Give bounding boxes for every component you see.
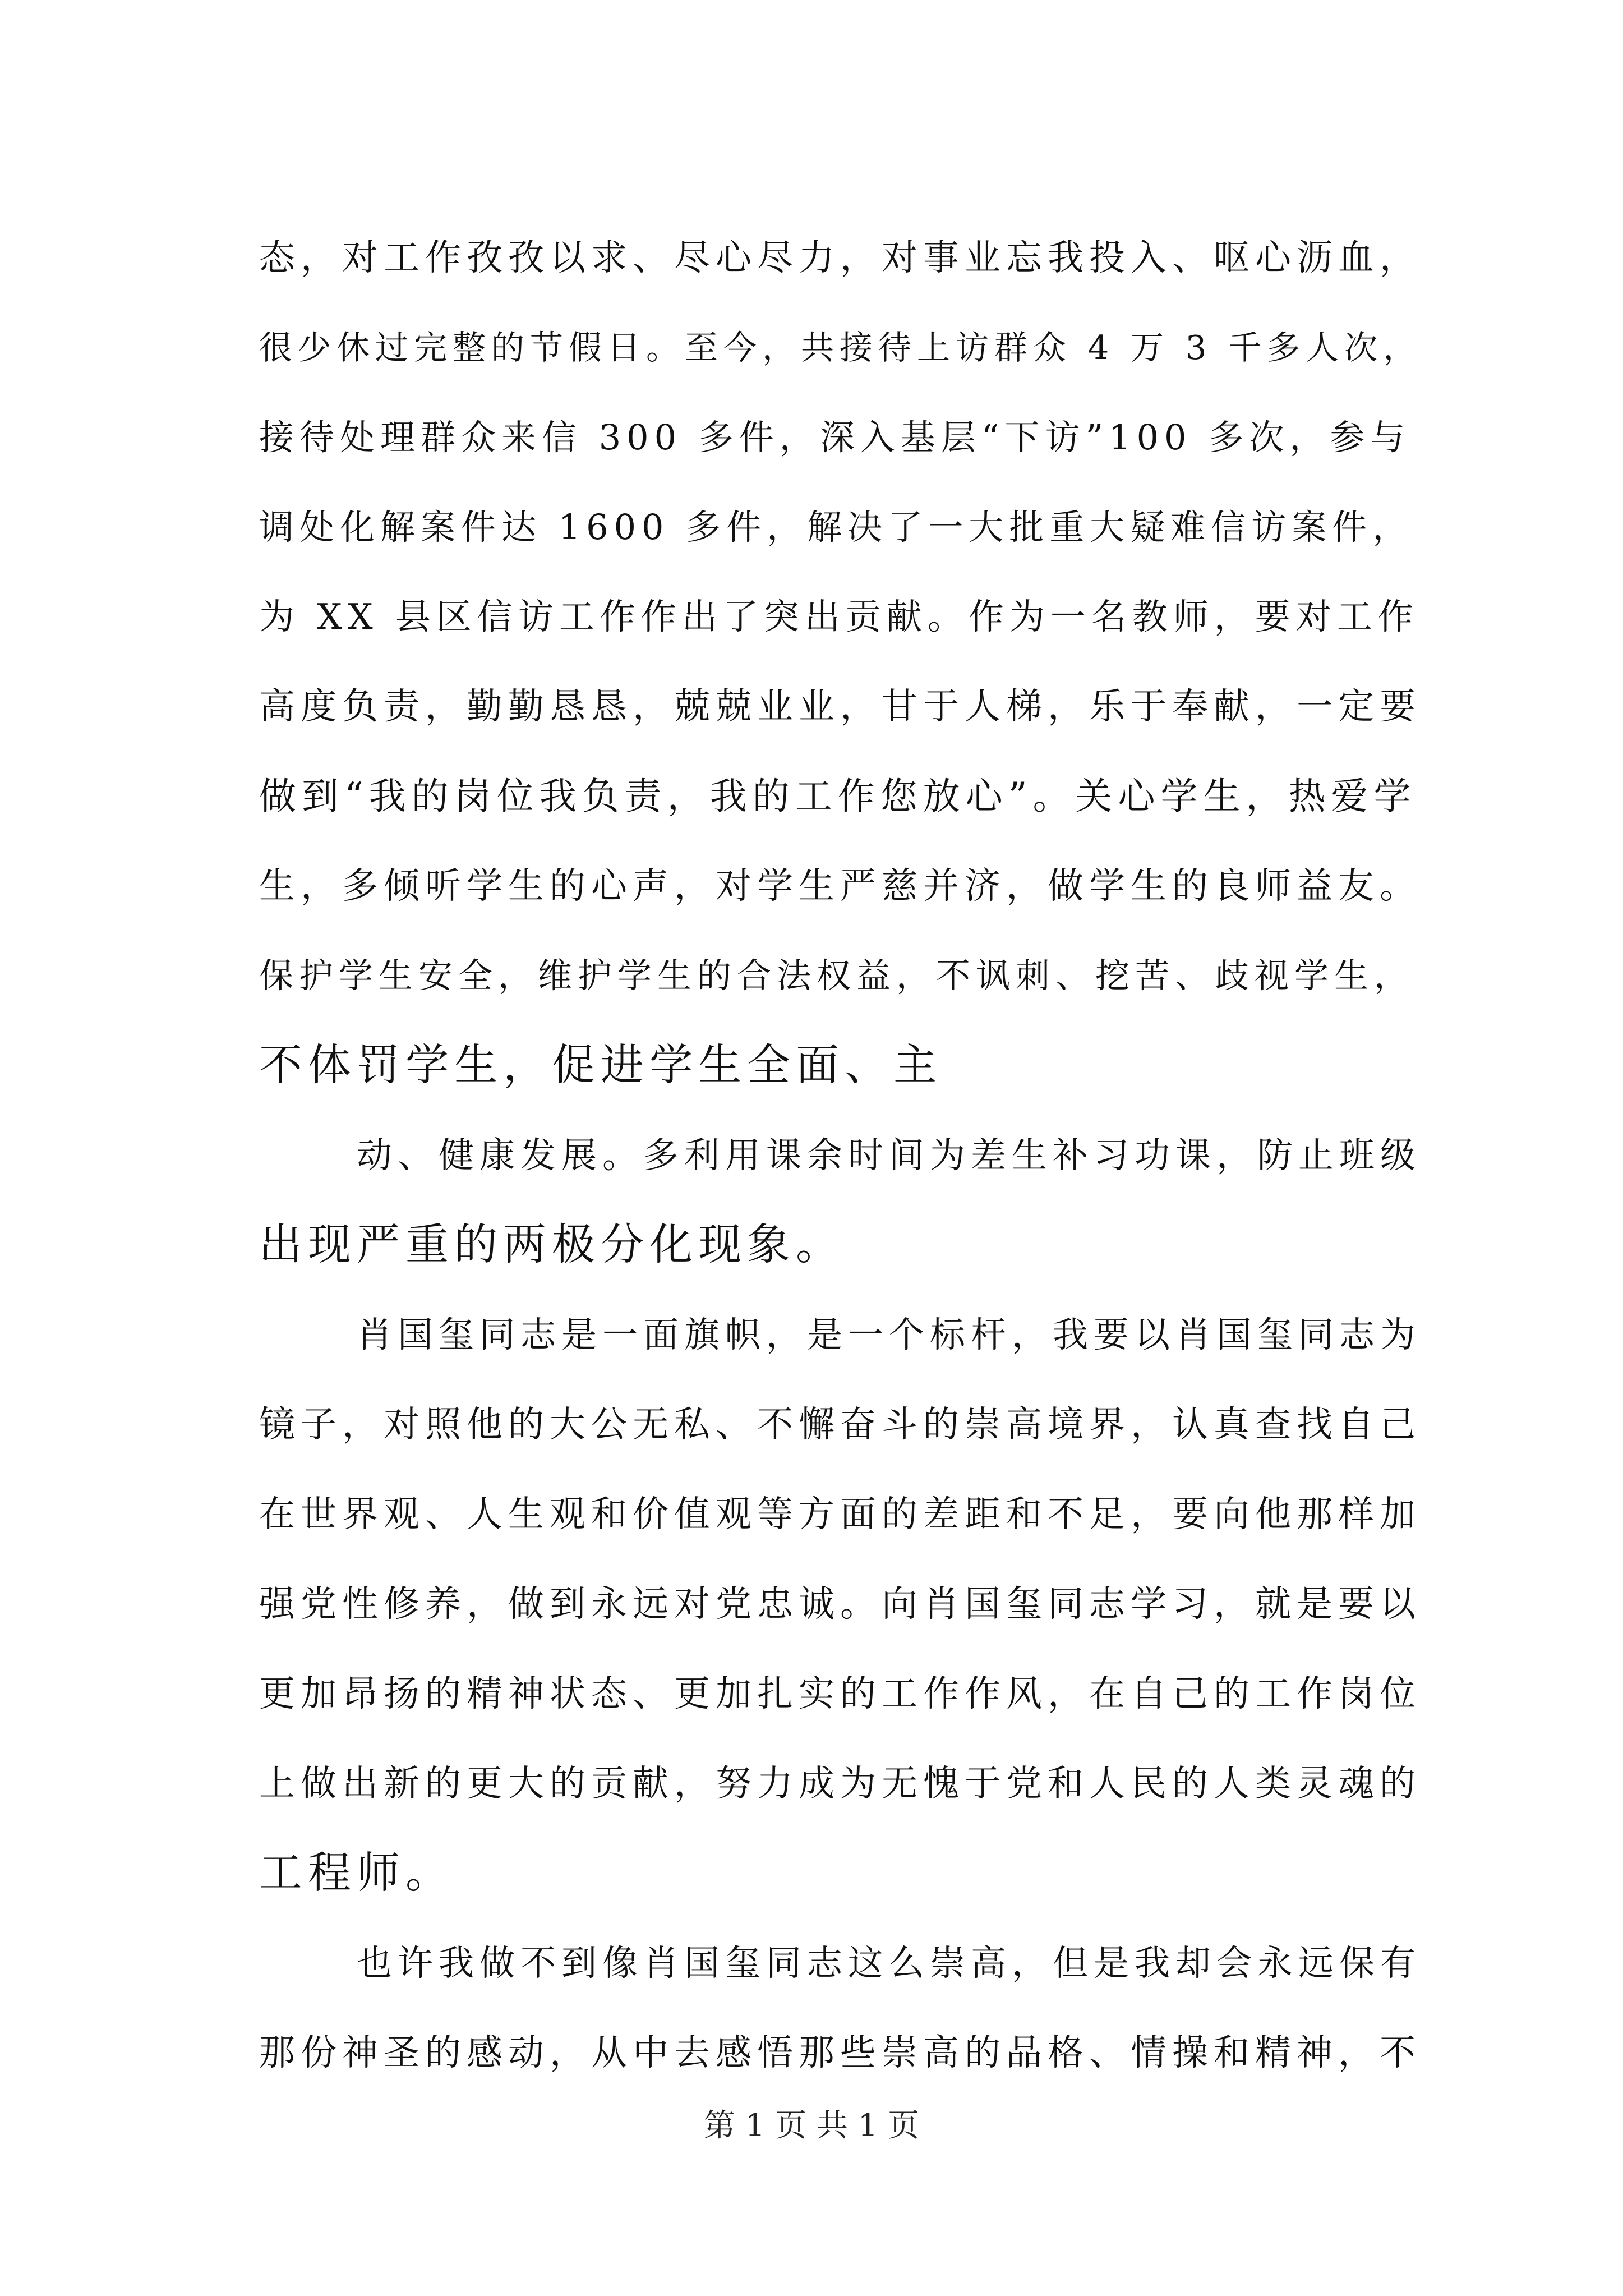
text-line-20: 也许我做不到像肖国玺同志这么崇高，但是我却会永远保有 bbox=[357, 1943, 1421, 1984]
text-line-18: 上做出新的更大的贡献，努力成为无愧于党和人民的人类灵魂的 bbox=[259, 1763, 1421, 1805]
text-line-19: 工程师。 bbox=[259, 1848, 454, 1898]
text-line-5: 为 XX 县区信访工作作出了突出贡献。作为一名教师，要对工作 bbox=[259, 596, 1419, 637]
text-line-21: 那份神圣的感动，从中去感悟那些崇高的品格、情操和精神，不 bbox=[259, 2032, 1421, 2074]
text-line-7: 做到“我的岗位我负责，我的工作您放心”。关心学生，热爱学 bbox=[259, 775, 1417, 818]
text-line-3: 接待处理群众来信 300 多件，深入基层“下访”100 多次，参与 bbox=[259, 417, 1411, 458]
text-line-15: 在世界观、人生观和价值观等方面的差距和不足，要向他那样加 bbox=[259, 1494, 1421, 1535]
text-line-8: 生，多倾听学生的心声，对学生严慈并济，做学生的良师益友。 bbox=[259, 866, 1421, 907]
text-line-11: 动、健康发展。多利用课余时间为差生补习功课，防止班级 bbox=[357, 1135, 1421, 1176]
body-text bbox=[259, 213, 1426, 2098]
text-line-9: 保护学生安全，维护学生的合法权益，不讽刺、挖苦、歧视学生， bbox=[259, 956, 1414, 996]
text-line-10: 不体罚学生，促进学生全面、主 bbox=[259, 1041, 942, 1091]
text-line-4: 调处化解案件达 1600 多件，解决了一大批重大疑难信访案件， bbox=[259, 507, 1413, 547]
text-line-6: 高度负责，勤勤恳恳，兢兢业业，甘于人梯，乐于奉献，一定要 bbox=[259, 686, 1421, 728]
text-line-16: 强党性修养，做到永远对党忠诚。向肖国玺同志学习，就是要以 bbox=[259, 1584, 1421, 1625]
text-line-12: 出现严重的两极分化现象。 bbox=[259, 1220, 845, 1270]
text-line-13: 肖国玺同志是一面旗帜，是一个标杆，我要以肖国玺同志为 bbox=[357, 1314, 1421, 1355]
text-line-1: 态，对工作孜孜以求、尽心尽力，对事业忘我投入、呕心沥血， bbox=[259, 237, 1421, 279]
text-line-17: 更加昂扬的精神状态、更加扎实的工作作风，在自己的工作岗位 bbox=[259, 1673, 1421, 1715]
text-line-2: 很少休过完整的节假日。至今，共接待上访群众 4 万 3 千多人次， bbox=[259, 328, 1422, 367]
page-number-footer: 第 1 页 共 1 页 bbox=[703, 2108, 920, 2144]
text-line-14: 镜子，对照他的大公无私、不懈奋斗的崇高境界，认真查找自己 bbox=[259, 1404, 1421, 1446]
